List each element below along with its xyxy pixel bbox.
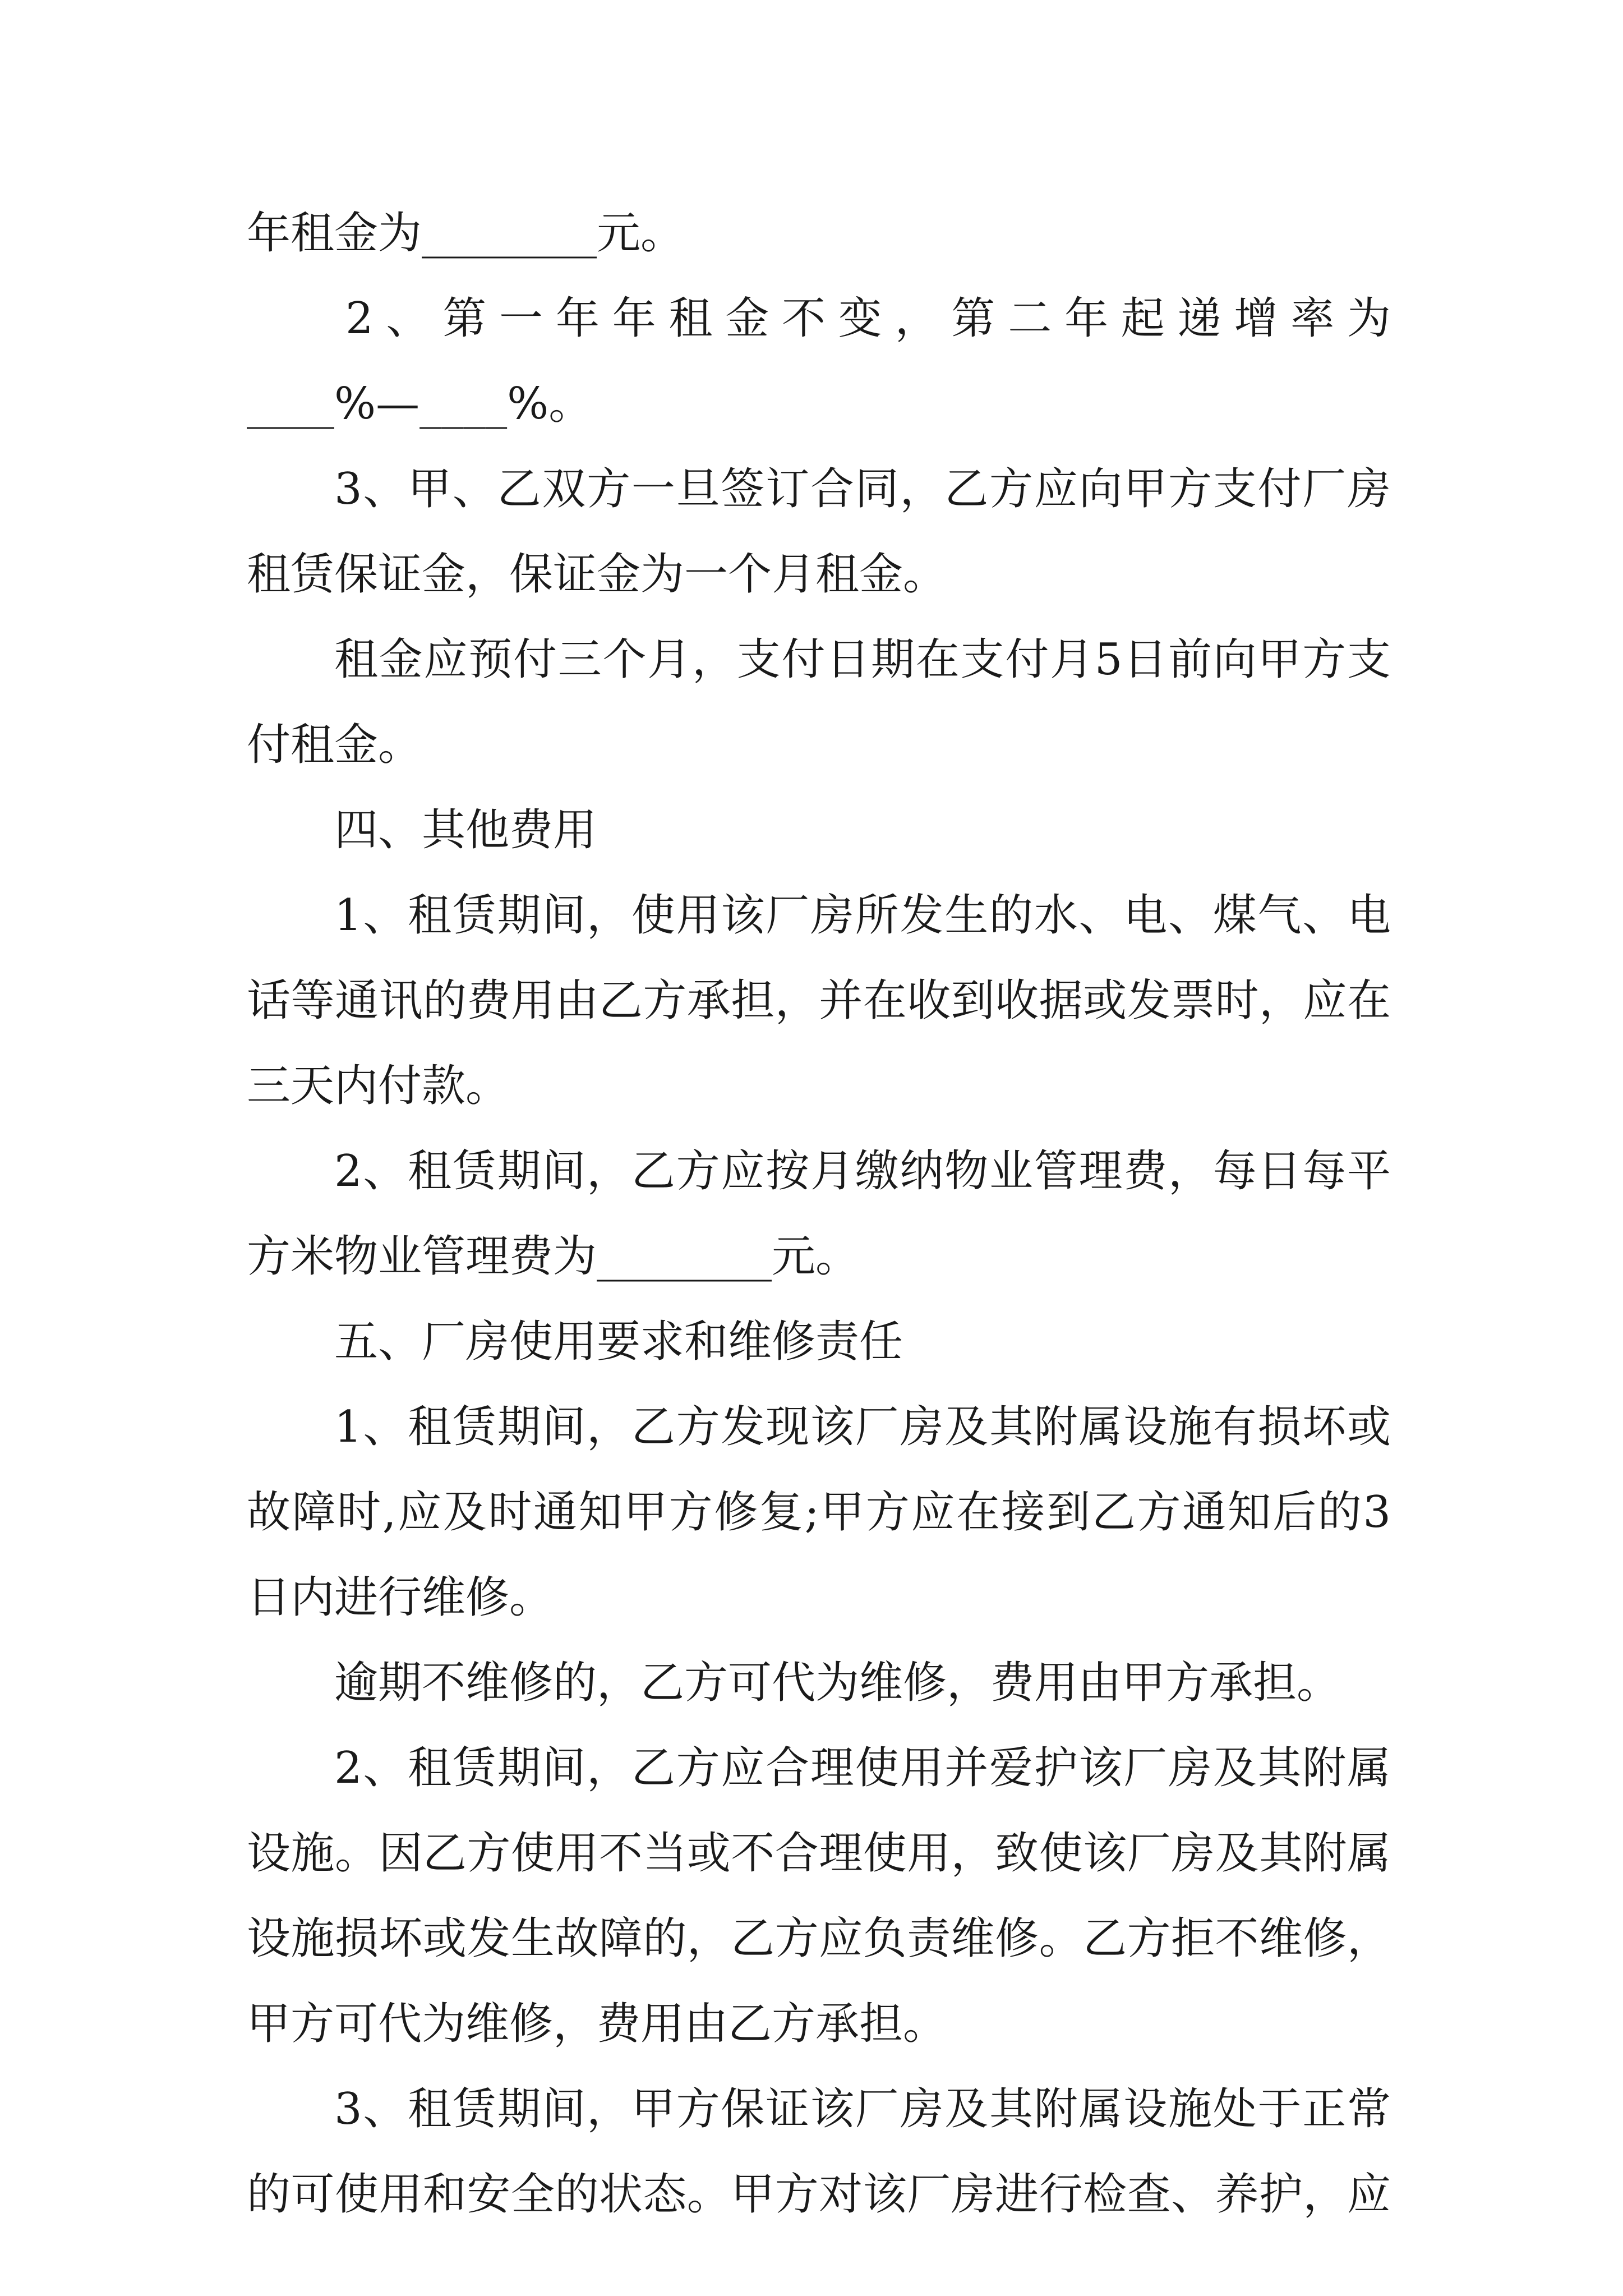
contract-body — [247, 191, 1391, 2237]
text-line: 1、租赁期间，使用该厂房所发生的水、电、煤气、电 — [334, 890, 1391, 941]
text-line: 年租金为________元。 — [247, 208, 685, 259]
text-line: 付租金。 — [247, 720, 422, 770]
text-line: 日内进行维修。 — [247, 1572, 554, 1623]
text-line: 故障时,应及时通知甲方修复;甲方应在接到乙方通知后的3 — [247, 1487, 1391, 1538]
text-line: 2、第一年年租金不变，第二年起递增率为 — [345, 293, 1391, 344]
text-line: 3、甲、乙双方一旦签订合同，乙方应向甲方支付厂房 — [334, 464, 1391, 514]
text-line: 逾期不维修的，乙方可代为维修，费用由甲方承担。 — [334, 1658, 1341, 1708]
text-line: 租金应预付三个月，支付日期在支付月5日前向甲方支 — [334, 634, 1391, 685]
text-line: 设施。因乙方使用不当或不合理使用，致使该厂房及其附属 — [247, 1828, 1391, 1879]
text-line: 话等通讯的费用由乙方承担，并在收到收据或发票时，应在 — [247, 976, 1391, 1026]
section-heading: 五、厂房使用要求和维修责任 — [334, 1317, 903, 1367]
text-line: ____%—____%。 — [247, 379, 593, 429]
text-line: 2、租赁期间，乙方应合理使用并爱护该厂房及其附属 — [334, 1743, 1391, 1793]
text-line: 设施损坏或发生故障的，乙方应负责维修。乙方拒不维修， — [247, 1913, 1391, 1964]
text-line: 1、租赁期间，乙方发现该厂房及其附属设施有损坏或 — [334, 1402, 1391, 1452]
text-line: 2、租赁期间，乙方应按月缴纳物业管理费，每日每平 — [334, 1146, 1391, 1197]
text-line: 的可使用和安全的状态。甲方对该厂房进行检查、养护，应 — [247, 2169, 1391, 2220]
text-line: 方米物业管理费为________元。 — [247, 1231, 860, 1282]
text-line: 三天内付款。 — [247, 1061, 510, 1111]
section-heading: 四、其他费用 — [334, 805, 597, 855]
text-line: 甲方可代为维修，费用由乙方承担。 — [247, 1999, 947, 2049]
text-line: 3、租赁期间，甲方保证该厂房及其附属设施处于正常 — [334, 2084, 1391, 2134]
text-line: 租赁保证金，保证金为一个月租金。 — [247, 549, 947, 600]
